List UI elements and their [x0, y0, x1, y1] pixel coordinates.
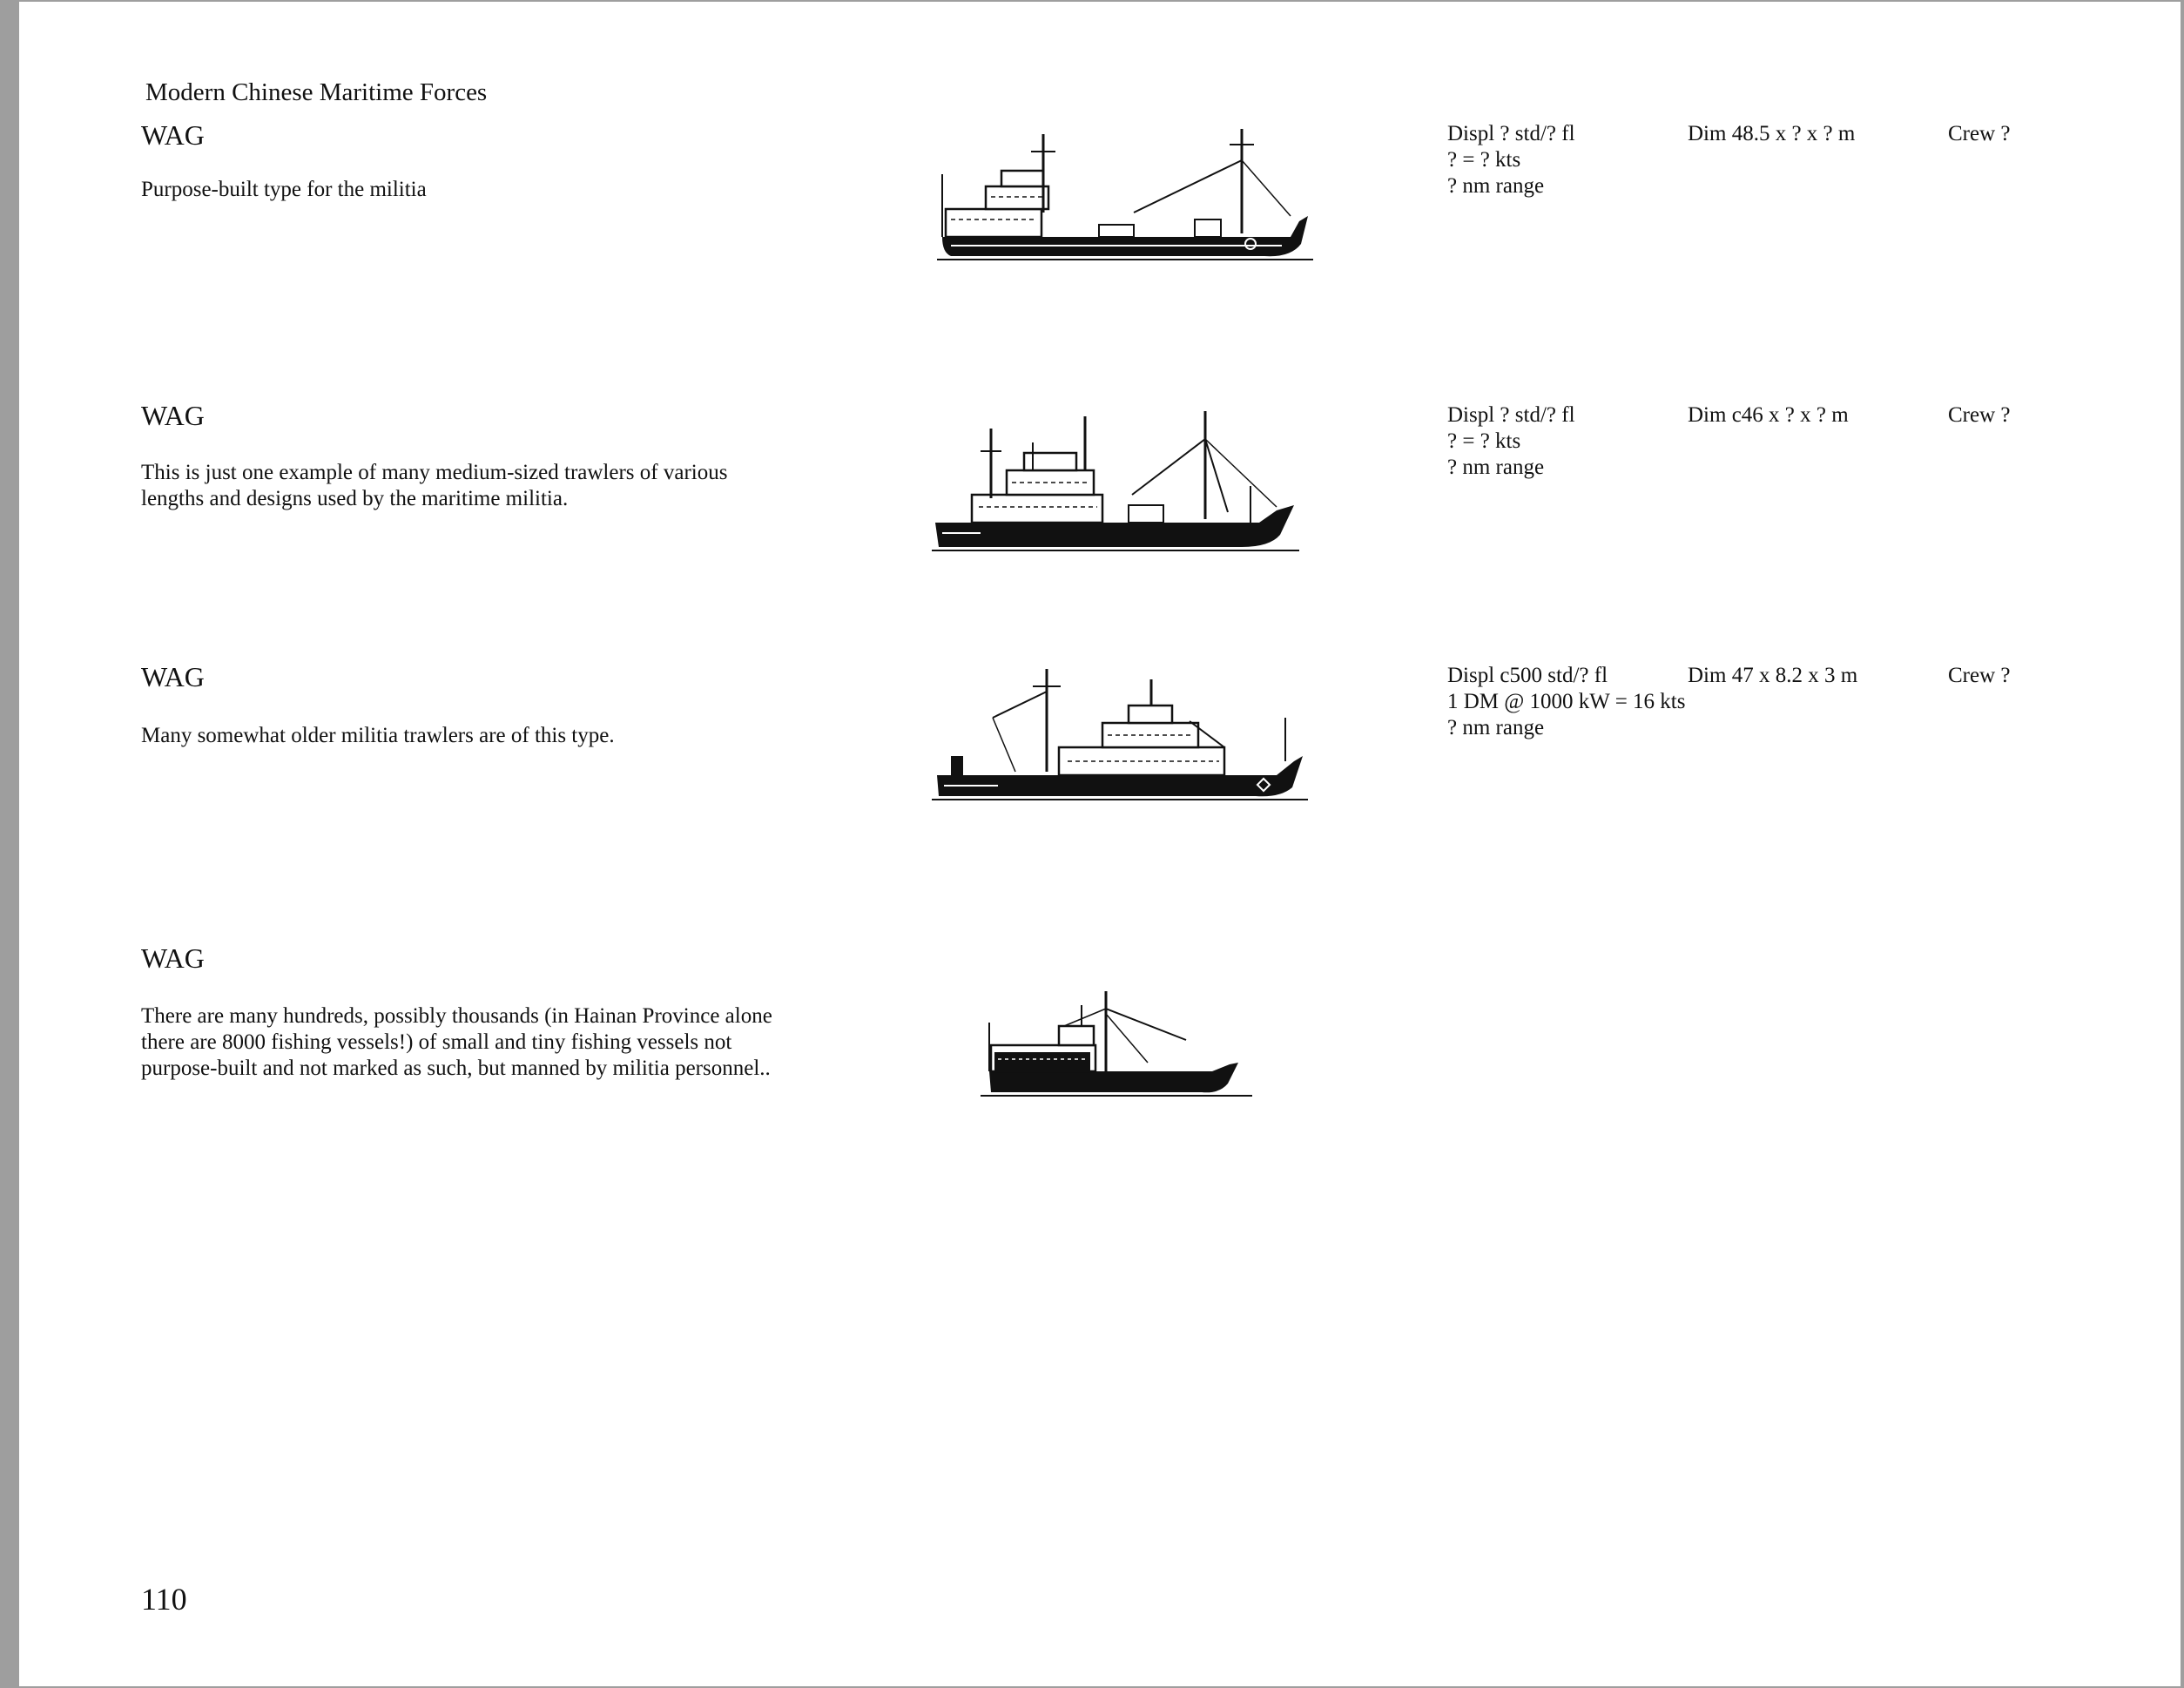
ship-type-label: WAG — [141, 400, 205, 431]
crew-text: Crew ? — [1948, 122, 2011, 145]
speed-text: 1 DM @ 1000 kW = 16 kts — [1447, 690, 1686, 713]
document-page — [19, 2, 2181, 1686]
ship-type-label: WAG — [141, 119, 205, 151]
ship-description: This is just one example of many medium-sized trawlers of various lengths and designs used by the maritime militia. — [141, 461, 728, 510]
crew-text: Crew ? — [1948, 403, 2011, 427]
trawler-icon — [928, 408, 1303, 556]
ship-type-label: WAG — [141, 942, 205, 974]
speed-text: ? = ? kts — [1447, 429, 1521, 453]
ship-stats — [1447, 121, 1575, 199]
ship-stats — [1447, 402, 1575, 481]
fishing-boat-icon — [977, 988, 1256, 1101]
range-text: ? nm range — [1447, 174, 1545, 198]
ship-stats — [1447, 663, 1685, 741]
speed-text: ? = ? kts — [1447, 148, 1521, 172]
displacement-text: Displ c500 std/? fl — [1447, 664, 1608, 687]
dimensions-text: Dim 47 x 8.2 x 3 m — [1688, 664, 1858, 687]
ship-type-label: WAG — [141, 661, 205, 692]
dimensions-text: Dim c46 x ? x ? m — [1688, 403, 1849, 427]
crew-text: Crew ? — [1948, 664, 2011, 687]
ship-description: Purpose-built type for the militia — [141, 178, 427, 201]
range-text: ? nm range — [1447, 456, 1545, 479]
page-number: 110 — [141, 1582, 187, 1617]
displacement-text: Displ ? std/? fl — [1447, 122, 1575, 145]
ship-description: There are many hundreds, possibly thousands (in Hainan Province alone there are 8000 fishing vessels!) of small and tiny fishing vessels not purpose-built and not marked as such, but manned by militia personnel.. — [141, 1004, 772, 1080]
range-text: ? nm range — [1447, 716, 1545, 739]
trawler-icon — [934, 125, 1317, 265]
page-header-title: Modern Chinese Maritime Forces — [145, 78, 488, 106]
ship-description: Many somewhat older militia trawlers are of this type. — [141, 724, 615, 747]
dimensions-text: Dim 48.5 x ? x ? m — [1688, 122, 1856, 145]
displacement-text: Displ ? std/? fl — [1447, 403, 1575, 427]
trawler-icon — [928, 665, 1311, 805]
